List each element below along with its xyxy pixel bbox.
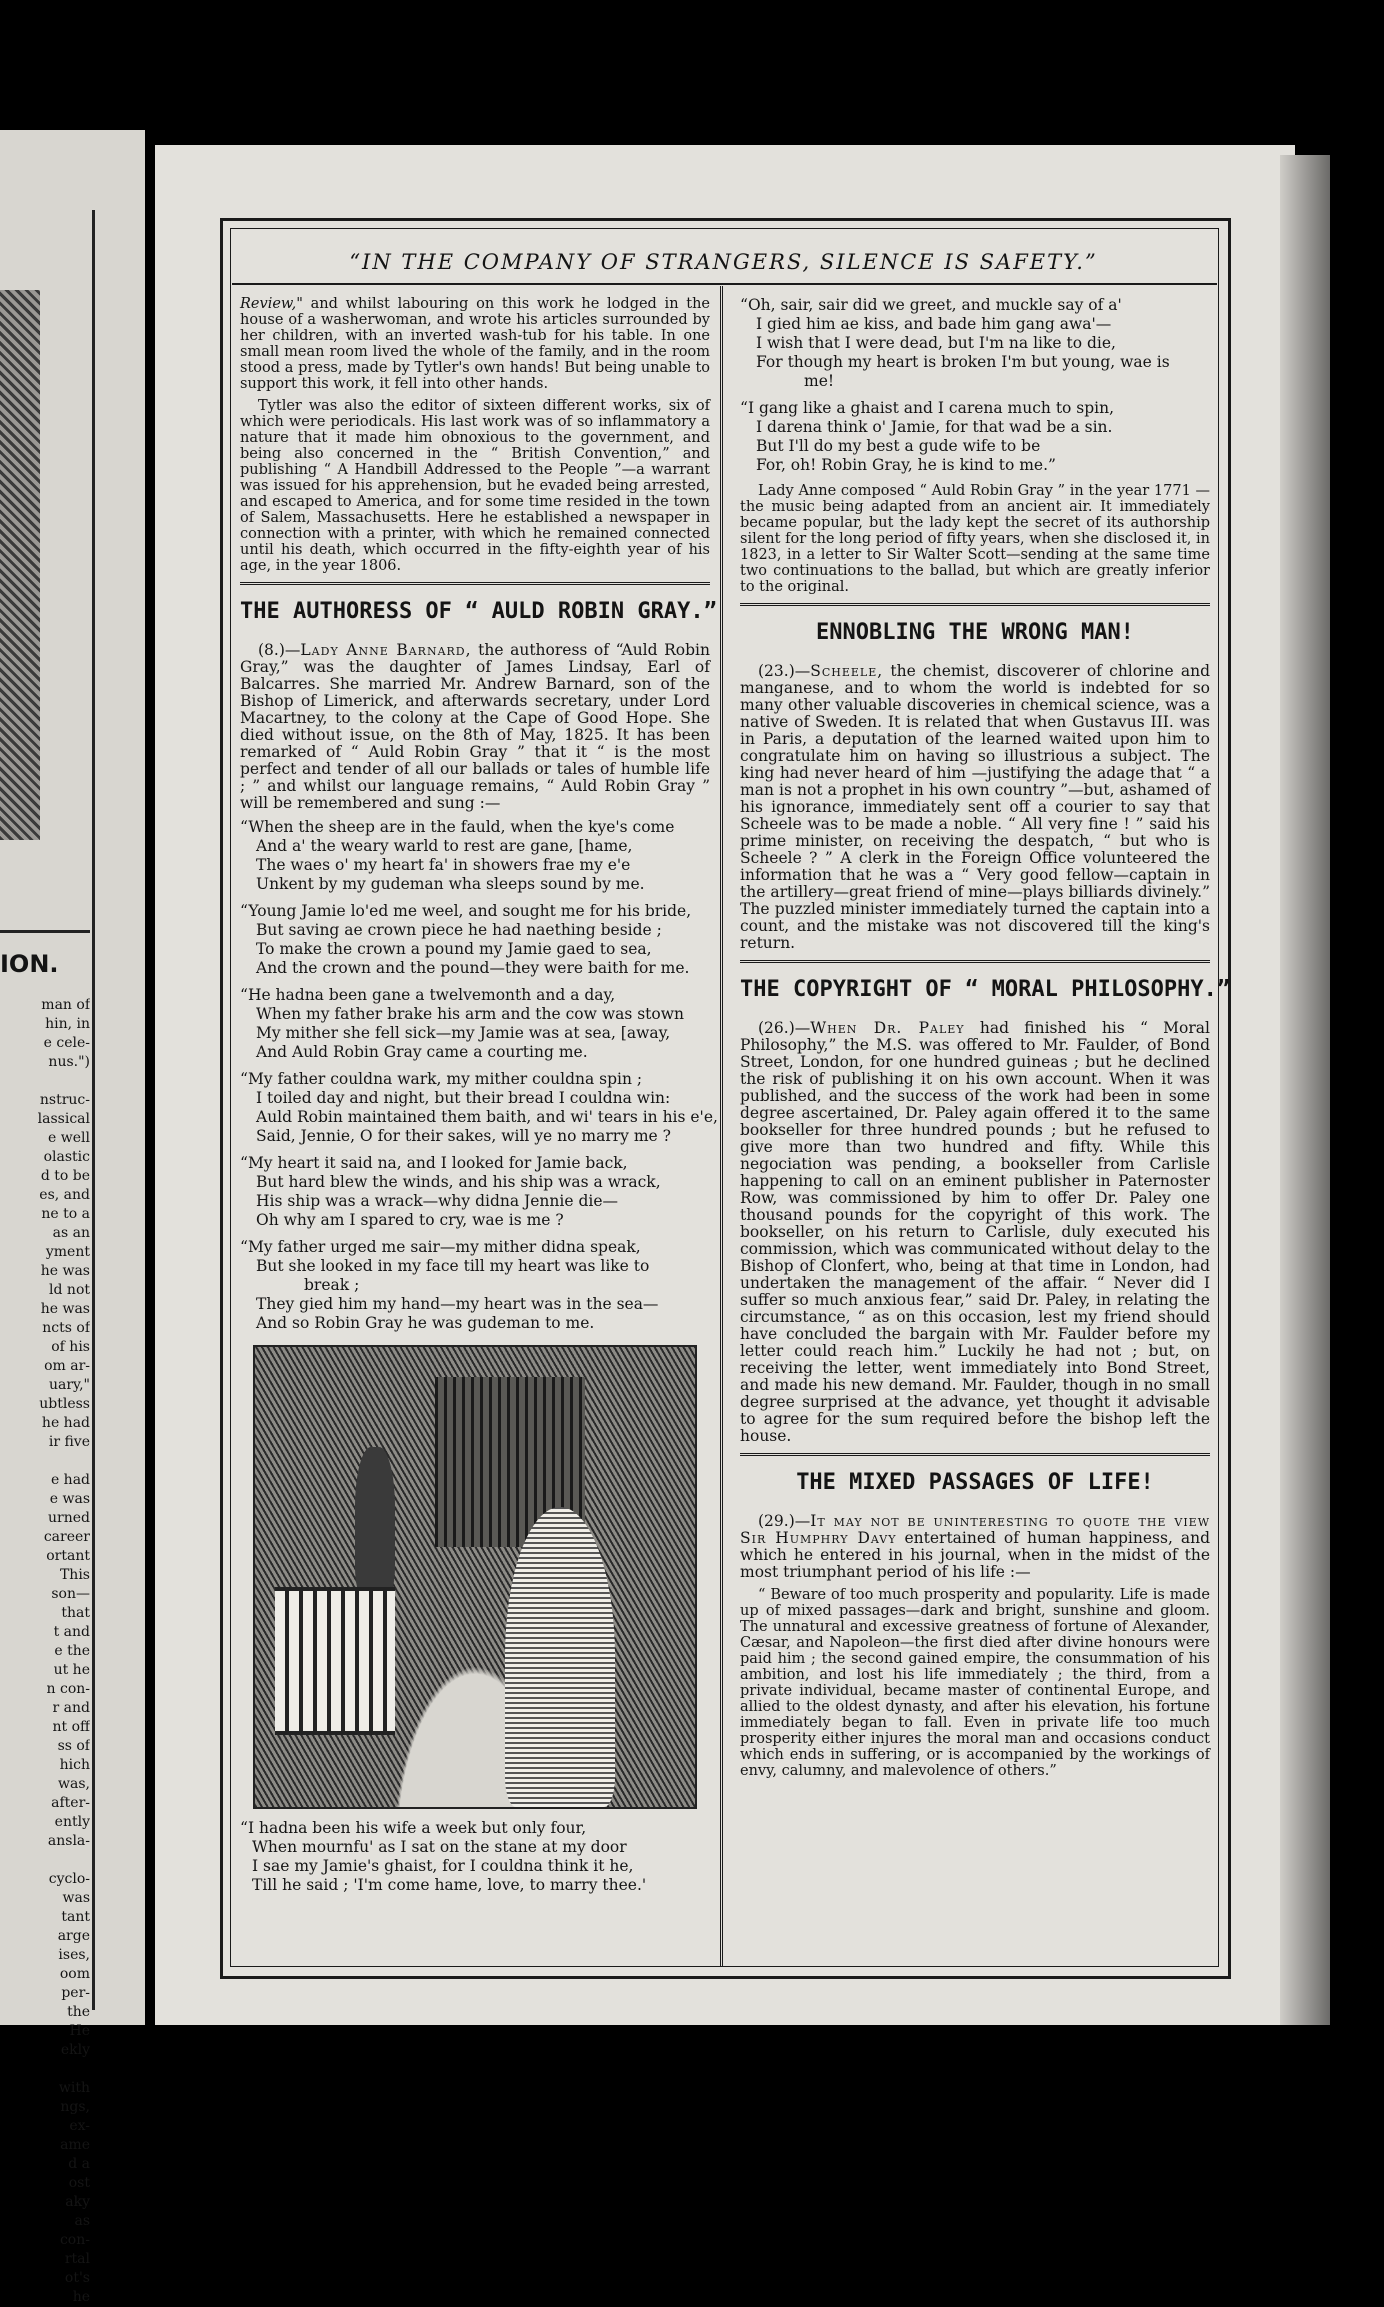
section-rule: [740, 960, 1210, 963]
stanza-line: To make the crown a pound my Jamie gaed to sea,: [256, 940, 652, 958]
column-divider: [720, 286, 723, 1966]
article-lead-name: Sir Humphry Davy: [740, 1529, 897, 1547]
article-lead-name: Lady Anne Barnard,: [300, 641, 472, 659]
stanza-line: me!: [804, 372, 835, 390]
left-page-fragment: as: [74, 2213, 90, 2229]
left-page-fragment: ansla-: [47, 1833, 90, 1849]
stanza-line: Unkent by my gudeman wha sleeps sound by me.: [256, 875, 645, 893]
closing-paragraph: Lady Anne composed “ Auld Robin Gray ” in the year 1771 —the music being adapted from an ancient air. It immediately became popular, but the lady kept the secret of its authorship silent for the long period of fifty years, when she disclosed it, in 1823, in a letter to Sir Walter Scott—sending at the same time two continuations to the ballad, but which are greatly inferior to the original.: [740, 483, 1210, 595]
left-page-fragment: arge: [57, 1928, 90, 1944]
stanza-line: I darena think o' Jamie, for that wad be a sin.: [756, 418, 1113, 436]
left-page-fragment: urned: [48, 1510, 90, 1526]
page-edge-shadow: [1280, 155, 1330, 2025]
illustration-gate: [275, 1587, 395, 1735]
ballad-illustration: [253, 1345, 697, 1809]
stanza-line: “ Young Jamie lo'ed me weel, and sought me for his bride,: [240, 902, 710, 921]
running-head-rule: [232, 283, 1217, 285]
stanza-line: break ;: [304, 1276, 360, 1294]
paley-paragraph: [740, 1020, 1210, 1445]
illustration-seated-woman: [505, 1507, 615, 1807]
left-page-fragment: [6, 1072, 90, 1091]
left-page-fragment: son—: [51, 1586, 90, 1602]
ballad-stanzas: [240, 818, 718, 1333]
left-page-fragment: ost: [68, 2175, 90, 2191]
left-page-fragment: ot's: [64, 2270, 90, 2286]
stanza: [240, 902, 710, 978]
left-page-fragment: n con-: [46, 1681, 90, 1697]
left-page-fragment: ises,: [58, 1947, 90, 1963]
left-column: [240, 296, 718, 1895]
left-page-engraving: [0, 290, 40, 840]
stanza-line: But she looked in my face till my heart was like to: [256, 1257, 650, 1275]
left-page-fragment: he was: [40, 1301, 90, 1317]
article-lead-name: When Dr. Paley: [810, 1019, 965, 1037]
left-page-fragment: e the: [54, 1643, 90, 1659]
left-page-fragment: ngs,: [60, 2099, 90, 2115]
left-page-fragment: lassical: [37, 1111, 90, 1127]
left-page-fragment: om ar-: [44, 1358, 90, 1374]
section-rule: [740, 1453, 1210, 1456]
article-title-mixed-passages: THE MIXED PASSAGES OF LIFE!: [796, 1470, 1154, 1495]
left-page-fragment: t and: [53, 1624, 90, 1640]
caption-line: I sae my Jamie's ghaist, for I couldna think it he,: [252, 1857, 634, 1875]
left-page-fragment: was,: [58, 1776, 90, 1792]
left-page-fragment: uary,": [49, 1377, 90, 1393]
stanza: [240, 818, 710, 894]
article-number: (8.)—: [258, 641, 301, 659]
stanza: [240, 1154, 710, 1230]
article-title-copyright: THE COPYRIGHT OF “ MORAL PHILOSOPHY.”: [740, 977, 1231, 1002]
stanza-line: And Auld Robin Gray came a courting me.: [256, 1043, 588, 1061]
stanza-line: But saving ae crown piece he had naething beside ;: [256, 921, 662, 939]
left-page-fragment: hin, in: [45, 1016, 90, 1032]
left-page-fragment: d a: [68, 2156, 90, 2172]
left-page-fragment: nstruc-: [39, 1092, 90, 1108]
stanza-line: I gied him ae kiss, and bade him gang awa'—: [756, 315, 1112, 333]
running-head: “IN THE COMPANY OF STRANGERS, SILENCE IS SAFETY.”: [349, 250, 1098, 274]
left-page-fragment: hich: [59, 1757, 90, 1773]
left-page-fragment: [6, 1452, 90, 1471]
stanza-line: And a' the weary warld to rest are gane, [hame,: [256, 837, 633, 855]
left-page-fragment: d to be: [40, 1168, 90, 1184]
review-italic: Review,": [240, 296, 303, 312]
left-page-fragment: ently: [54, 1814, 90, 1830]
illustration-ghost-figure: [355, 1447, 395, 1597]
left-page-fragment: [6, 1851, 90, 1870]
stanza-line: “ My father couldna wark, my mither couldna spin ;: [240, 1070, 710, 1089]
left-page-fragment: with: [58, 2080, 90, 2096]
left-page-fragment: he: [72, 2289, 90, 2305]
left-page-fragment: [6, 2060, 90, 2079]
left-page-fragment: ekly: [60, 2042, 90, 2058]
stanza-line: “ Oh, sair, sair did we greet, and muckle say of a': [740, 296, 1210, 315]
left-page-fragment: ut he: [53, 1662, 90, 1678]
left-page-fragment: ir five: [48, 1434, 90, 1450]
stanza-line: “ I gang like a ghaist and I carena much to spin,: [740, 399, 1210, 418]
left-page-fragment: ubtless: [39, 1396, 90, 1412]
stanza: [240, 1238, 710, 1333]
left-page-fragment: e had: [50, 1472, 90, 1488]
stanza-line: His ship was a wrack—why didna Jennie die—: [256, 1192, 618, 1210]
left-page-fragment: ld not: [49, 1282, 90, 1298]
left-page-fragment: tant: [61, 1909, 90, 1925]
article-body: entertained of human happiness, and which he entered in his journal, when in the midst of the most triumphant period of his life :—: [740, 1529, 1210, 1581]
stanza-line: When my father brake his arm and the cow was stown: [256, 1005, 684, 1023]
ballad-stanzas-continued: [740, 296, 1210, 475]
left-page-fragment: the: [67, 2004, 90, 2020]
left-page: [0, 130, 145, 2305]
left-page-rule: [0, 930, 90, 933]
stanza-line: I toiled day and night, but their bread I couldna win:: [256, 1089, 671, 1107]
left-page-fragment: e was: [49, 1491, 90, 1507]
stanza-line: And the crown and the pound—they were baith for me.: [256, 959, 690, 977]
left-page-fragment: oom: [59, 1966, 90, 1982]
tytler-paragraph-2: Tytler was also the editor of sixteen different works, six of which were periodicals. His last work was of so inflammatory a nature that it made him obnoxious to the government, and being also concerned in the “ British Convention,” and publishing “ A Handbill Addressed to the People ”—a warrant was issued for his apprehension, but he evaded being arrested, and escaped to America, and for some time resided in the town of Salem, Massachusetts. Here he established a newspaper in connection with a printer, with which he remained connected until his death, which occurred in the fifty-eighth year of his age, in the year 1806.: [240, 398, 710, 574]
tytler-paragraph-1: [240, 296, 710, 392]
article-number: (29.)—: [758, 1512, 811, 1530]
scheele-paragraph: [740, 663, 1210, 952]
stanza-line: For, oh! Robin Gray, he is kind to me.”: [756, 456, 1056, 474]
left-page-fragment: nus."): [48, 1054, 90, 1070]
stanza: [740, 399, 1210, 475]
stanza-line: Auld Robin maintained them baith, and wi' tears in his e'e,: [256, 1108, 718, 1126]
left-page-fragment: ortant: [46, 1548, 90, 1564]
left-page-fragment: ame: [60, 2137, 90, 2153]
stanza-line: They gied him my hand—my heart was in the sea—: [256, 1295, 659, 1313]
left-page-fragment: after-: [51, 1795, 90, 1811]
left-page-fragment: ex-: [69, 2118, 90, 2134]
left-page-fragment: con-: [59, 2232, 90, 2248]
left-page-fragment: es, and: [39, 1187, 90, 1203]
left-page-fragment: e cele-: [43, 1035, 90, 1051]
left-page-fragment: man of: [41, 997, 90, 1013]
left-page-fragment: ss of: [57, 1738, 90, 1754]
section-rule: [240, 582, 710, 585]
left-page-text-fragments: [6, 996, 90, 2307]
article-title-ennobling: ENNOBLING THE WRONG MAN!: [816, 620, 1134, 645]
left-page-fragment: yment: [45, 1244, 90, 1260]
left-page-fragment: of his: [51, 1339, 90, 1355]
article-lead-words: It may not be uninteresting to quote the view: [810, 1512, 1210, 1530]
left-page-fragment: cyclo-: [48, 1871, 90, 1887]
left-page-fragment: was: [62, 1890, 90, 1906]
article-body: had finished his “ Moral Philosophy,” the M.S. was offered to Mr. Faulder, of Bond Street, London, for one hundred guineas ; but he declined the risk of publishing it on his own account. When it was published, and the success of the work had been in some degree ascertained, Dr. Paley again offered it to the same bookseller for three hundred pounds ; but he refused to give more than two hundred and fifty. While this negociation was pending, a bookseller from Carlisle happening to call on an eminent publisher in Paternoster Row, was commissioned by him to offer Dr. Paley one thousand pounds for the copyright of this work. The bookseller, on his return to Carlisle, duly executed his commission, which was communicated without delay to the Bishop of Clonfert, who, being at that time in London, had undertaken the management of the affair. “ Never did I suffer so much anxious fear,” said Dr. Paley, in relating the circumstance, “ as on this occasion, lest my friend should have concluded the bargain with Mr. Faulder before my letter could reach him.” Luckily he had not ; but, on receiving the letter, went immediately into Bond Street, and made his new demand. Mr. Faulder, though in no small degree surprised at the advance, yet thought it advisable to agree for the sum required before the bishop left the house.: [740, 1019, 1210, 1445]
stanza-line: But I'll do my best a gude wife to be: [756, 437, 1041, 455]
article-title-auld-robin-gray: THE AUTHORESS OF “ AULD ROBIN GRAY.”: [240, 599, 717, 624]
stanza: [740, 296, 1210, 391]
left-page-fragment: that: [61, 1605, 90, 1621]
left-page-fragment: as an: [52, 1225, 90, 1241]
article-body: the chemist, discoverer of chlorine and manganese, and to whom the world is indebted for so many other valuable discoveries in chemical science, was a native of Sweden. It is related that when Gustavus III. was in Paris, a deputation of the learned waited upon him to congratulate him on having so illustrious a subject. The king had never heard of him —justifying the adage that “ a man is not a prophet in his own country ”—but, ashamed of his ignorance, immediately sent off a courier to say that Scheele was to be made a noble. “ All very fine ! ” said his prime minister, on receiving the despatch, “ but who is Scheele ? ” A clerk in the Foreign Office volunteered the information that he was a “ Very good fellow—captain in the artillery—great friend of mine—plays billiards divinely.” The puzzled minister immediately turned the captain into a count, and the mistake was not discovered till the king's return.: [740, 662, 1210, 952]
article-body: the authoress of “Auld Robin Gray,” was the daughter of James Lindsay, Earl of Balcarres. She married Mr. Andrew Barnard, son of the Bishop of Limerick, and afterwards secretary, under Lord Macartney, to the colony at the Cape of Good Hope. She died without issue, on the 8th of May, 1825. It has been remarked of “ Auld Robin Gray ” that it “ is the most perfect and tender of all our ballads or tales of humble life ; ” and whilst our language remains, “ Auld Robin Gray ” will be remembered and sung :—: [240, 641, 711, 812]
right-column: [740, 296, 1231, 1785]
tytler-paragraph-1-text: and whilst labouring on this work he lodged in the house of a washerwoman, and wrote his articles surrounded by her children, with an inverted wash-tub for his table. In one small mean room lived the whole of the family, and in the room stood a press, made by Tytler's own hands! But being unable to support this work, it fell into other hands.: [240, 296, 710, 392]
davy-quote: “ Beware of too much prosperity and popularity. Life is made up of mixed passages—dark and bright, sunshine and gloom. The unnatural and excessive greatness of fortune of Alexander, Cæsar, and Napoleon—the first died after divine honours were paid him ; the second gained empire, the consummation of his ambition, and lost his life immediately ; the third, from a private individual, became master of continental Europe, and allied to the oldest dynasty, and after his elevation, his fortune immediately began to fall. Even in private life too much prosperity either injures the moral man and occasions conduct which ends in suffering, or is accompanied by the workings of envy, calumny, and malevolence of others.”: [740, 1587, 1210, 1779]
stanza-line: Said, Jennie, O for their sakes, will ye no marry me ?: [256, 1127, 671, 1145]
left-page-fragment: per-: [61, 1985, 90, 2001]
caption-line: When mournfu' as I sat on the stane at my door: [252, 1838, 627, 1856]
article-number: (23.)—: [758, 662, 811, 680]
stanza-line: My mither she fell sick—my Jamie was at sea, [away,: [256, 1024, 671, 1042]
left-page-fragment: e well: [48, 1130, 90, 1146]
left-page-fragment: r and: [52, 1700, 90, 1716]
left-page-heading: ION.: [0, 950, 59, 978]
stanza-line: “ When the sheep are in the fauld, when the kye's come: [240, 818, 710, 837]
article-lead-name: Scheele,: [810, 662, 884, 680]
stanza-line: “ He hadna been gane a twelvemonth and a day,: [240, 986, 710, 1005]
left-page-fragment: aky: [65, 2194, 90, 2210]
article-number: (26.)—: [758, 1019, 811, 1037]
left-page-fragment: This: [59, 1567, 90, 1583]
left-page-fragment: He: [69, 2023, 90, 2039]
stanza: [240, 1070, 718, 1146]
stanza-line: I wish that I were dead, but I'm na like to die,: [756, 334, 1116, 352]
left-page-fragment: he had: [41, 1415, 90, 1431]
section-rule: [740, 603, 1210, 606]
caption-line: Till he said ; 'I'm come hame, love, to marry thee.': [252, 1876, 647, 1894]
stanza-line: And so Robin Gray he was gudeman to me.: [256, 1314, 595, 1332]
stanza: [240, 986, 710, 1062]
left-page-fragment: career: [43, 1529, 90, 1545]
stanza-line: Oh why am I spared to cry, wae is me ?: [256, 1211, 564, 1229]
stanza-line: “ My heart it said na, and I looked for Jamie back,: [240, 1154, 710, 1173]
davy-paragraph: [740, 1513, 1210, 1581]
illustration-caption: [240, 1819, 710, 1895]
stanza-line: The waes o' my heart fa' in showers frae my e'e: [256, 856, 631, 874]
stanza-line: But hard blew the winds, and his ship was a wrack,: [256, 1173, 661, 1191]
stanza-line: For though my heart is broken I'm but young, wae is: [756, 353, 1170, 371]
left-page-fragment: olastic: [43, 1149, 90, 1165]
caption-line: “ I hadna been his wife a week but only four,: [240, 1819, 710, 1838]
left-page-fragment: ne to a: [41, 1206, 90, 1222]
barnard-paragraph: [240, 642, 710, 812]
left-page-fragment: he was: [40, 1263, 90, 1279]
left-page-fragment: rtal: [64, 2251, 90, 2267]
stanza-line: “ My father urged me sair—my mither didna speak,: [240, 1238, 710, 1257]
left-page-fragment: nt off: [52, 1719, 90, 1735]
left-page-fragment: ncts of: [42, 1320, 90, 1336]
